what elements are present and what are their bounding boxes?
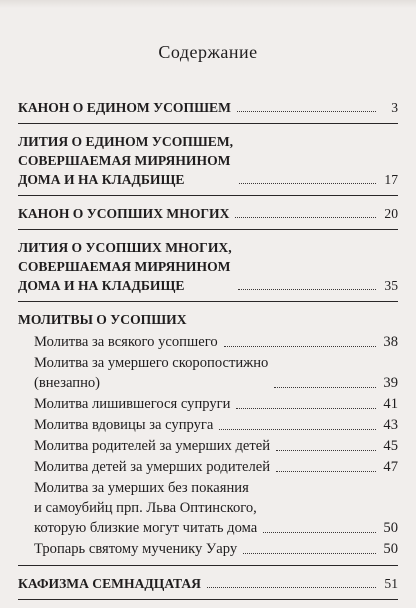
- toc-entry-kanon-edinom: [18, 98, 398, 117]
- toc-entry-litiya-edinom: [18, 132, 398, 189]
- page-title: Содержание: [158, 42, 258, 62]
- toc-entry-molitvy-heading: [18, 310, 398, 329]
- section-divider: [18, 123, 398, 124]
- toc-page-number: 38: [383, 334, 398, 350]
- dot-leader: [276, 470, 376, 472]
- toc-subentry: [18, 478, 398, 538]
- toc-subentry: [18, 332, 398, 352]
- dot-leader: [219, 428, 376, 430]
- toc-subentry: [18, 436, 398, 456]
- dot-leader: [239, 182, 376, 184]
- toc-entry-kanon-mnogih: [18, 204, 398, 223]
- dot-leader: [224, 345, 376, 347]
- toc-entry-label: КАНОН О ЕДИНОМ УСОПШЕМ: [18, 100, 231, 115]
- toc-subentry: [18, 353, 398, 393]
- toc-page-number: 43: [383, 417, 398, 433]
- table-of-contents: [18, 98, 398, 608]
- dot-leader: [207, 586, 376, 588]
- dot-leader: [276, 449, 376, 451]
- prayer-list: [18, 332, 398, 559]
- toc-page-number: 50: [383, 520, 398, 536]
- toc-subentry: [18, 415, 398, 435]
- toc-subentry-label: Тропарь святому мученику Уару: [34, 541, 238, 557]
- section-divider: [18, 565, 398, 566]
- toc-subentry-label: Молитва за умерших без покаяния и самоубийц прп. Льва Оптинского, которую близкие могут читать дома: [34, 480, 258, 536]
- toc-subentry: [18, 394, 398, 414]
- dot-leader: [236, 407, 376, 409]
- toc-entry-label: ЛИТИЯ О ЕДИНОМ УСОПШЕМ, СОВЕРШАЕМАЯ МИРЯНИНОМ ДОМА И НА КЛАДБИЩЕ: [18, 134, 234, 187]
- dot-leader: [243, 552, 376, 554]
- section-divider: [18, 229, 398, 230]
- page-top-edge: [0, 0, 416, 8]
- toc-subentry-label: Молитва детей за умерших родителей: [34, 459, 271, 475]
- dot-leader: [235, 216, 376, 218]
- toc-subentry-label: Молитва лишившегося супруги: [34, 396, 231, 412]
- toc-entry-label: КАНОН О УСОПШИХ МНОГИХ: [18, 206, 230, 221]
- toc-subentry-label: Молитва родителей за умерших детей: [34, 438, 271, 454]
- toc-entry-label: ЛИТИЯ О УСОПШИХ МНОГИХ, СОВЕРШАЕМАЯ МИРЯНИНОМ ДОМА И НА КЛАДБИЩЕ: [18, 240, 232, 293]
- toc-page-number: 20: [384, 206, 398, 221]
- toc-page-number: 41: [383, 396, 398, 412]
- toc-subentry-label: Молитва за всякого усопшего: [34, 334, 218, 350]
- section-divider: [18, 195, 398, 196]
- dot-leader: [263, 531, 376, 533]
- toc-subentry-label: Молитва вдовицы за супруга: [34, 417, 214, 433]
- toc-page-number: 17: [384, 172, 398, 187]
- toc-page-number: 47: [383, 459, 398, 475]
- toc-page-number: 51: [384, 576, 398, 591]
- toc-page-number: 35: [384, 278, 398, 293]
- dot-leader: [238, 288, 376, 290]
- toc-subentry-label: Молитва за умершего скоропостижно (внезапно): [34, 355, 269, 391]
- toc-page-number: 45: [383, 438, 398, 454]
- toc-entry-kafizma: [18, 574, 398, 593]
- toc-entry-litiya-mnogih: [18, 238, 398, 295]
- section-divider: [18, 301, 398, 302]
- dot-leader: [274, 386, 376, 388]
- toc-subentry: [18, 457, 398, 477]
- toc-entry-label: МОЛИТВЫ О УСОПШИХ: [18, 312, 187, 327]
- toc-page-number: 50: [383, 541, 398, 557]
- toc-page-number: 39: [383, 375, 398, 391]
- dot-leader: [237, 110, 376, 112]
- toc-page-number: 3: [391, 100, 398, 115]
- section-divider: [18, 599, 398, 600]
- toc-entry-label: КАФИЗМА СЕМНАДЦАТАЯ: [18, 576, 201, 591]
- toc-subentry: [18, 539, 398, 559]
